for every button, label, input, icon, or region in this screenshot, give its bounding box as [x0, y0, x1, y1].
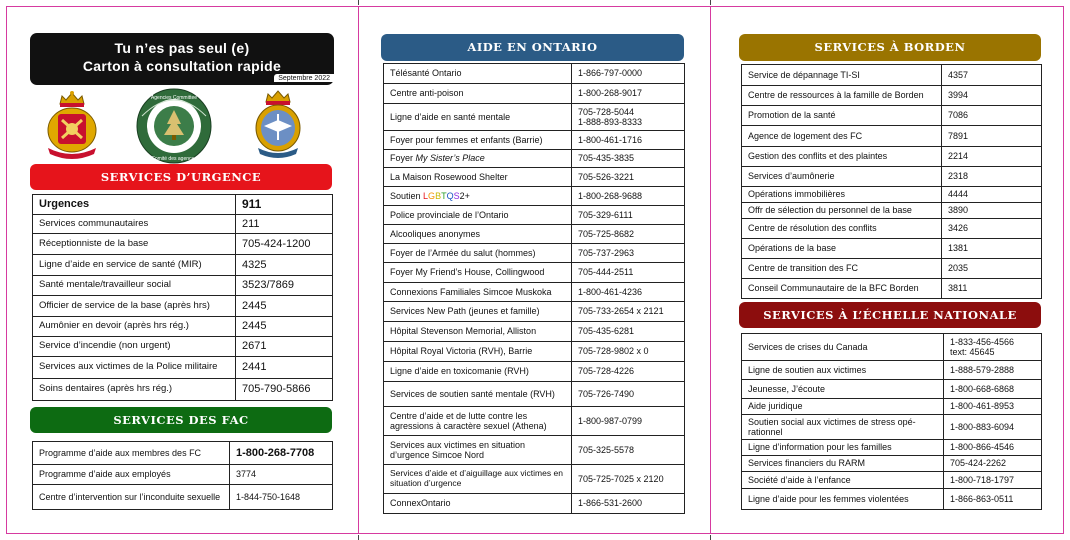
table-row — [384, 322, 685, 342]
fold-guide-2 — [710, 6, 711, 534]
rainbow-letter: 2+ — [459, 190, 470, 201]
national-number[interactable]: 705-424-2262 — [944, 456, 1042, 472]
label-italic: My Sister’s Place — [415, 153, 485, 164]
fac-table — [32, 441, 333, 510]
urgence-table — [32, 194, 333, 401]
ontario-number[interactable]: 1-866-531-2600 — [572, 494, 685, 514]
fac-number[interactable]: 3774 — [230, 465, 333, 485]
table-row — [33, 442, 333, 465]
fac-label: Programme d’aide aux employés — [33, 465, 230, 485]
ontario-label: Foyer My Friend’s House, Collingwood — [384, 263, 572, 283]
rainbow-letter: Q — [446, 190, 454, 201]
table-row — [742, 203, 1042, 219]
title-box — [30, 33, 334, 85]
table-row — [384, 494, 685, 514]
borden-label: Offr de sélection du personnel de la base — [742, 203, 942, 219]
ontario-label: Services New Path (jeunes et famille) — [384, 302, 572, 322]
ontario-number[interactable]: 1-866-797-0000 — [572, 64, 685, 84]
table-row — [384, 64, 685, 84]
table-row — [742, 259, 1042, 279]
ontario-number[interactable]: 705-526-3221 — [572, 168, 685, 187]
table-row — [33, 357, 333, 379]
title-line-2: Carton à consultation rapide — [82, 58, 282, 74]
borden-label: Promotion de la santé — [742, 106, 942, 126]
borden-number[interactable]: 3890 — [942, 203, 1042, 219]
table-row — [742, 147, 1042, 167]
fold-guide-1 — [358, 6, 359, 534]
national-label: Ligne d’aide pour les femmes violentées — [742, 489, 944, 510]
table-row — [384, 84, 685, 104]
table-row — [384, 283, 685, 302]
urgence-label: Urgences — [33, 195, 236, 215]
urgence-number[interactable]: 2445 — [236, 296, 333, 317]
ontario-number[interactable]: 705-728-5044 — [578, 106, 635, 117]
ontario-label: Centre d’aide et de lutte contre les agressions à caractère sexuel (Athena) — [384, 407, 572, 436]
borden-number[interactable]: 2035 — [942, 259, 1042, 279]
ontario-number[interactable]: 1-800-987-0799 — [572, 407, 685, 436]
ontario-label — [384, 150, 572, 168]
borden-label: Opérations de la base — [742, 239, 942, 259]
national-number-alt[interactable]: text: 45645 — [950, 347, 995, 357]
table-row — [384, 150, 685, 168]
urgence-label: Aumônier en devoir (après hrs rég.) — [33, 317, 236, 337]
urgence-label: Services communautaires — [33, 215, 236, 234]
table-row — [742, 489, 1042, 510]
fold-tick-bottom-2 — [710, 535, 711, 540]
table-row — [742, 219, 1042, 239]
fac-label: Centre d’intervention sur l’inconduite sexuelle — [33, 485, 230, 510]
table-row — [742, 334, 1042, 361]
ontario-number[interactable]: 705-329-6111 — [572, 206, 685, 225]
national-number[interactable]: 1-866-863-0511 — [944, 489, 1042, 510]
ontario-label: ConnexOntario — [384, 494, 572, 514]
table-row — [33, 255, 333, 276]
ontario-label: Ligne d’aide en santé mentale — [384, 104, 572, 131]
borden-label: Gestion des conflits et des plaintes — [742, 147, 942, 167]
national-number[interactable]: 1-800-461-8953 — [944, 399, 1042, 415]
table-row — [384, 436, 685, 465]
urgence-number[interactable]: 211 — [236, 215, 333, 234]
urgence-number[interactable]: 705-424-1200 — [236, 234, 333, 255]
ontario-number[interactable]: 1-800-461-1716 — [572, 131, 685, 150]
ontario-number[interactable]: 1-800-268-9688 — [572, 187, 685, 206]
table-row — [742, 380, 1042, 399]
national-number[interactable]: 1-800-883-6094 — [944, 415, 1042, 440]
ontario-label: Foyer pour femmes et enfants (Barrie) — [384, 131, 572, 150]
borden-number[interactable]: 3426 — [942, 219, 1042, 239]
urgence-label: Service d’incendie (non urgent) — [33, 337, 236, 357]
urgence-label: Soins dentaires (après hrs rég.) — [33, 379, 236, 401]
urgence-heading: SERVICES D’URGENCE — [30, 164, 332, 190]
borden-label: Service de dépannage TI-SI — [742, 65, 942, 86]
ontario-number[interactable]: 1-800-268-9017 — [572, 84, 685, 104]
army-crest-icon — [44, 90, 100, 160]
national-number[interactable]: 1-800-718-1797 — [944, 472, 1042, 489]
table-row — [33, 296, 333, 317]
rcaf-wing-crest-icon — [252, 88, 304, 158]
borden-label: Centre de ressources à la famille de Borden — [742, 86, 942, 106]
national-label: Services financiers du RARM — [742, 456, 944, 472]
ontario-label: Hôpital Royal Victoria (RVH), Barrie — [384, 342, 572, 362]
table-row — [742, 65, 1042, 86]
national-label: Ligne d’information pour les familles — [742, 440, 944, 456]
ontario-number[interactable]: 1-800-461-4236 — [572, 283, 685, 302]
fold-tick-top-2 — [710, 0, 711, 5]
ontario-number-alt[interactable]: 1-888-893-8333 — [578, 117, 643, 127]
urgence-label: Réceptionniste de la base — [33, 234, 236, 255]
panel-left — [30, 0, 334, 540]
ontario-number[interactable]: 705-726-7490 — [572, 382, 685, 407]
table-row — [33, 465, 333, 485]
borden-number[interactable]: 2318 — [942, 167, 1042, 187]
table-row — [742, 361, 1042, 380]
urgence-label: Officier de service de la base (après hrs) — [33, 296, 236, 317]
ontario-label: Police provinciale de l’Ontario — [384, 206, 572, 225]
ontario-label: Alcooliques anonymes — [384, 225, 572, 244]
urgence-number[interactable]: 4325 — [236, 255, 333, 276]
label-prefix: Foyer — [390, 153, 416, 164]
table-row — [384, 206, 685, 225]
table-row — [384, 187, 685, 206]
ontario-number[interactable]: 705-435-6281 — [572, 322, 685, 342]
table-row — [384, 407, 685, 436]
table-row — [384, 302, 685, 322]
fac-label: Programme d’aide aux membres des FC — [33, 442, 230, 465]
urgence-number[interactable]: 3523/7869 — [236, 276, 333, 296]
urgence-number[interactable]: 2671 — [236, 337, 333, 357]
table-row — [33, 276, 333, 296]
table-row — [384, 225, 685, 244]
svg-text:Agencies Committee: Agencies Committee — [150, 95, 198, 101]
fac-number[interactable]: 1-844-750-1648 — [230, 485, 333, 510]
table-row — [742, 106, 1042, 126]
rainbow-letter: S — [453, 190, 460, 201]
borden-number[interactable]: 1381 — [942, 239, 1042, 259]
national-label: Aide juridique — [742, 399, 944, 415]
table-row — [384, 263, 685, 283]
fold-tick-top-1 — [358, 0, 359, 5]
table-row — [742, 279, 1042, 299]
borden-number[interactable]: 7086 — [942, 106, 1042, 126]
borden-number[interactable]: 7891 — [942, 126, 1042, 147]
table-row — [742, 456, 1042, 472]
fac-number[interactable]: 1-800-268-7708 — [230, 442, 333, 465]
ontario-number[interactable]: 705-728-9802 x 0 — [572, 342, 685, 362]
urgence-number[interactable]: 911 — [236, 195, 333, 215]
borden-number[interactable]: 3811 — [942, 279, 1042, 299]
fold-tick-bottom-1 — [358, 535, 359, 540]
table-row — [384, 342, 685, 362]
ontario-heading: AIDE EN ONTARIO — [381, 34, 684, 61]
rainbow-letter: B — [435, 190, 442, 201]
table-row — [33, 379, 333, 401]
table-row — [384, 382, 685, 407]
borden-label: Opérations immobilières — [742, 187, 942, 203]
table-row — [742, 187, 1042, 203]
urgence-number[interactable]: 705-790-5866 — [236, 379, 333, 401]
national-label: Ligne de soutien aux victimes — [742, 361, 944, 380]
table-row — [742, 126, 1042, 147]
ontario-number[interactable]: 705-728-4226 — [572, 362, 685, 382]
svg-text:Comité des agences: Comité des agences — [151, 156, 197, 162]
national-label: Société d’aide à l’enfance — [742, 472, 944, 489]
table-row — [33, 485, 333, 510]
ontario-label: La Maison Rosewood Shelter — [384, 168, 572, 187]
borden-number[interactable]: 4357 — [942, 65, 1042, 86]
borden-number[interactable]: 3994 — [942, 86, 1042, 106]
borden-number[interactable]: 2214 — [942, 147, 1042, 167]
right-guide — [1063, 6, 1064, 534]
table-row — [742, 167, 1042, 187]
national-heading: SERVICES À L’ÉCHELLE NATIONALE — [739, 302, 1041, 328]
ontario-number[interactable]: 705-725-8682 — [572, 225, 685, 244]
ontario-label: Centre anti-poison — [384, 84, 572, 104]
table-row — [742, 440, 1042, 456]
national-number[interactable]: 1-833-456-4566 — [950, 336, 1015, 347]
base-agencies-seal-icon — [134, 88, 214, 164]
table-row — [742, 399, 1042, 415]
ontario-label: Télésanté Ontario — [384, 64, 572, 84]
left-guide — [6, 6, 7, 534]
national-number[interactable]: 1-800-866-4546 — [944, 440, 1042, 456]
urgence-label: Ligne d’aide en service de santé (MIR) — [33, 255, 236, 276]
national-label: Jeunesse, J’écoute — [742, 380, 944, 399]
rainbow-letter: G — [428, 190, 436, 201]
borden-label: Agence de logement des FC — [742, 126, 942, 147]
table-row — [384, 465, 685, 494]
ontario-number[interactable]: 705-725-7025 x 2120 — [572, 465, 685, 494]
urgence-label: Services aux victimes de la Police militaire — [33, 357, 236, 379]
borden-label: Centre de résolution des conflits — [742, 219, 942, 239]
table-row — [384, 362, 685, 382]
ontario-number[interactable]: 705-737-2963 — [572, 244, 685, 263]
ontario-number[interactable]: 705-733-2654 x 2121 — [572, 302, 685, 322]
ontario-label: Services de soutien santé mentale (RVH) — [384, 382, 572, 407]
ontario-number[interactable]: 705-325-5578 — [572, 436, 685, 465]
borden-label: Conseil Communautaire de la BFC Borden — [742, 279, 942, 299]
ontario-number[interactable]: 705-435-3835 — [572, 150, 685, 168]
national-table — [741, 333, 1042, 510]
borden-table — [741, 64, 1042, 299]
borden-label: Centre de transition des FC — [742, 259, 942, 279]
rainbow-letter: T — [441, 190, 447, 201]
table-row — [384, 104, 685, 131]
national-number[interactable]: 1-888-579-2888 — [944, 361, 1042, 380]
label-prefix: Soutien — [390, 190, 424, 201]
table-row — [33, 337, 333, 357]
ontario-label: Services d’aide et d’aiguillage aux victimes en situation d’urgence — [384, 465, 572, 494]
national-label: Services de crises du Canada — [742, 334, 944, 361]
rainbow-letter: L — [423, 190, 429, 201]
table-row — [33, 317, 333, 337]
national-number[interactable]: 1-800-668-6868 — [944, 380, 1042, 399]
title-line-1: Tu n’es pas seul (e) — [114, 40, 250, 56]
table-row — [384, 131, 685, 150]
table-row — [742, 472, 1042, 489]
ontario-label: Hôpital Stevenson Memorial, Alliston — [384, 322, 572, 342]
fac-heading: SERVICES DES FAC — [30, 407, 332, 433]
ontario-table — [383, 63, 685, 514]
table-row — [742, 239, 1042, 259]
panel-middle — [381, 0, 686, 540]
urgence-number[interactable]: 2445 — [236, 317, 333, 337]
borden-heading: SERVICES À BORDEN — [739, 34, 1041, 61]
title-date: Septembre 2022 — [274, 74, 334, 82]
borden-number[interactable]: 4444 — [942, 187, 1042, 203]
urgence-number[interactable]: 2441 — [236, 357, 333, 379]
table-row — [384, 244, 685, 263]
ontario-label: Connexions Familiales Simcoe Muskoka — [384, 283, 572, 302]
ontario-label: Foyer de l’Armée du salut (hommes) — [384, 244, 572, 263]
borden-label: Services d’aumônerie — [742, 167, 942, 187]
table-row — [742, 86, 1042, 106]
urgence-label: Santé mentale/travailleur social — [33, 276, 236, 296]
ontario-label — [384, 187, 572, 206]
panel-right — [739, 0, 1043, 540]
table-row — [384, 168, 685, 187]
table-row — [33, 195, 333, 215]
ontario-label: Ligne d’aide en toxicomanie (RVH) — [384, 362, 572, 382]
table-row — [742, 415, 1042, 440]
national-label: Soutien social aux victimes de stress opé-rationnel — [742, 415, 944, 440]
ontario-number[interactable]: 705-444-2511 — [572, 263, 685, 283]
table-row — [33, 234, 333, 255]
ontario-label: Services aux victimes en situation d’urgence Simcoe Nord — [384, 436, 572, 465]
table-row — [33, 215, 333, 234]
